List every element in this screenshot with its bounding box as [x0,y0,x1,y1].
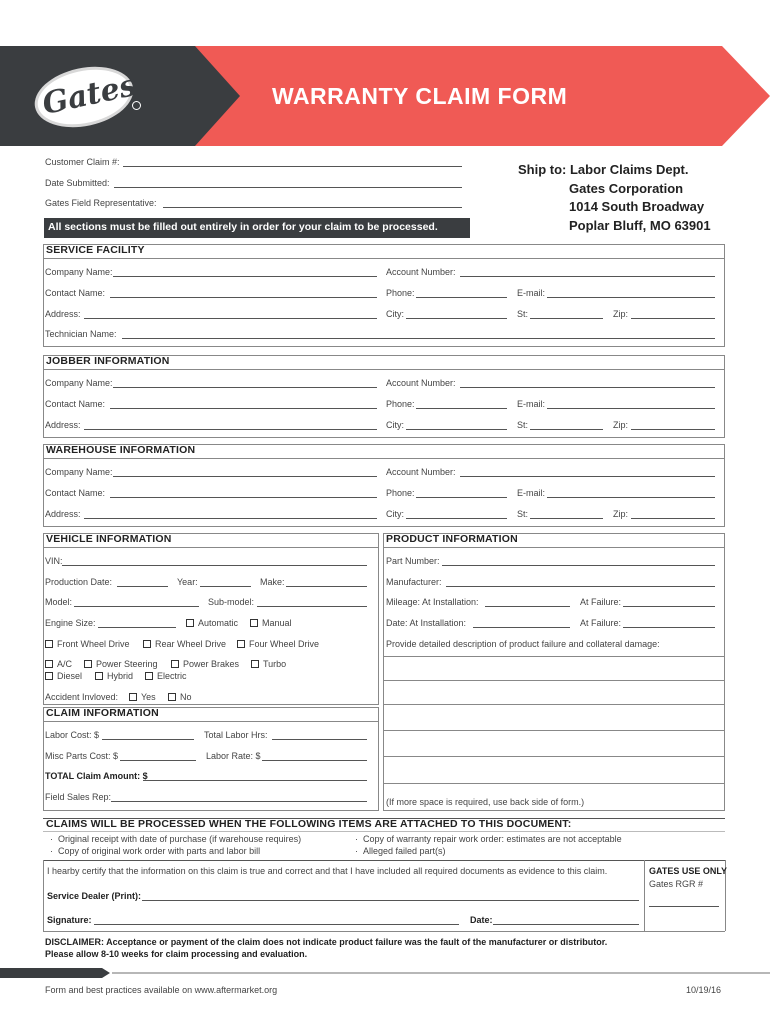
account-number-label: Account Number: [386,378,456,388]
service-st-field[interactable] [530,318,603,319]
year-field[interactable] [200,586,251,587]
date-submitted-label: Date Submitted: [45,178,110,188]
phone-label: Phone: [386,288,415,298]
jobber-contact-name-field[interactable] [110,408,377,409]
footer-divider [0,968,770,978]
ship-to-line2: Gates Corporation [569,180,684,196]
doc-item-4: · Alleged failed part(s) [355,846,446,856]
engine-size-field[interactable] [98,627,176,628]
field-rep-field[interactable] [163,207,462,208]
footer-website: Form and best practices available on www.aftermarket.org [45,985,278,995]
power-brakes-checkbox[interactable] [171,660,179,668]
product-title: PRODUCT INFORMATION [386,533,518,545]
service-address-field[interactable] [84,318,377,319]
accident-no-option[interactable]: No [168,692,192,702]
doc-item-1: · Original receipt with date of purchase (if warehouse requires) [50,834,302,844]
service-company-name-field[interactable] [113,276,377,277]
date-install-field[interactable] [473,627,570,628]
service-zip-field[interactable] [631,318,715,319]
service-city-field[interactable] [406,318,507,319]
email-label: E-mail: [517,488,546,498]
notice-banner: All sections must be filled out entirely in order for your claim to be processed. [44,218,470,238]
page-title: WARRANTY CLAIM FORM [272,83,568,109]
year-label: Year: [177,577,198,587]
mileage-failure-field[interactable] [623,606,715,607]
zip-label: Zip: [613,509,629,519]
production-date-label: Production Date: [45,577,113,587]
jobber-account-number-field[interactable] [460,387,715,388]
ac-checkbox[interactable] [45,660,53,668]
service-facility-title: SERVICE FACILITY [46,244,145,256]
warehouse-st-field[interactable] [530,518,603,519]
warehouse-zip-field[interactable] [631,518,715,519]
phone-label: Phone: [386,399,415,409]
jobber-zip-field[interactable] [631,429,715,430]
vin-label: VIN: [45,556,63,566]
description-field[interactable] [383,656,725,811]
account-number-label: Account Number: [386,467,456,477]
manual-option[interactable]: Manual [250,618,292,628]
labor-rate-field[interactable] [262,760,367,761]
make-field[interactable] [286,586,367,587]
total-labor-hrs-field[interactable] [272,739,367,740]
electric-option[interactable]: Electric [145,671,187,681]
ship-to-line1: Ship to: Labor Claims Dept. [518,162,689,177]
four-wheel-checkbox[interactable] [237,640,245,648]
hybrid-option[interactable]: Hybrid [95,671,133,681]
hybrid-checkbox[interactable] [95,672,103,680]
misc-parts-field[interactable] [120,760,196,761]
zip-label: Zip: [613,420,629,430]
field-rep-label: Gates Field Representative: [45,198,157,208]
address-label: Address: [45,420,81,430]
documents-title: CLAIMS WILL BE PROCESSED WHEN THE FOLLOWING ITEMS ARE ATTACHED TO THIS DOCUMENT: [46,818,572,830]
manual-checkbox[interactable] [250,619,258,627]
zip-label: Zip: [613,309,629,319]
customer-claim-field[interactable] [123,166,462,167]
warehouse-city-field[interactable] [406,518,507,519]
field-sales-label: Field Sales Rep: [45,792,112,802]
turbo-option[interactable]: Turbo [251,659,286,669]
st-label: St: [517,420,529,430]
rear-wheel-option[interactable]: Rear Wheel Drive [143,639,226,649]
warehouse-email-field[interactable] [547,497,715,498]
power-steering-option[interactable]: Power Steering [84,659,158,669]
diesel-option[interactable]: Diesel [45,671,82,681]
labor-cost-label: Labor Cost: $ [45,730,100,740]
vin-field[interactable] [62,565,367,566]
disclaimer-line-2: Please allow 8-10 weeks for claim processing and evaluation. [45,949,308,959]
ac-option[interactable]: A/C [45,659,72,669]
service-facility-section [43,244,725,347]
technician-name-label: Technician Name: [45,329,117,339]
date-failure-label: At Failure: [580,618,622,628]
st-label: St: [517,509,529,519]
ship-to-line4: Poplar Bluff, MO 63901 [569,217,711,233]
power-brakes-option[interactable]: Power Brakes [171,659,239,669]
technician-name-field[interactable] [122,338,715,339]
city-label: City: [386,420,404,430]
gates-use-only-label: GATES USE ONLY [649,866,728,876]
registered-mark [132,101,141,110]
turbo-checkbox[interactable] [251,660,259,668]
warehouse-title: WAREHOUSE INFORMATION [46,444,196,456]
company-name-label: Company Name: [45,267,113,277]
accident-yes-checkbox[interactable] [129,693,137,701]
service-account-number-field[interactable] [460,276,715,277]
total-labor-hrs-label: Total Labor Hrs: [204,730,268,740]
engine-size-label: Engine Size: [45,618,96,628]
jobber-title: JOBBER INFORMATION [46,355,170,367]
jobber-city-field[interactable] [406,429,507,430]
contact-name-label: Contact Name: [45,288,106,298]
date-field[interactable] [493,924,639,925]
gates-rgr-field[interactable] [649,906,719,907]
front-wheel-checkbox[interactable] [45,640,53,648]
email-label: E-mail: [517,288,546,298]
production-date-field[interactable] [117,586,168,587]
labor-cost-field[interactable] [102,739,194,740]
date-failure-field[interactable] [623,627,715,628]
accident-no-checkbox[interactable] [168,693,176,701]
more-space-note: (If more space is required, use back side of form.) [386,797,585,807]
mileage-install-label: Mileage: At Installation: [386,597,479,607]
company-name-label: Company Name: [45,378,113,388]
warehouse-company-name-field[interactable] [113,476,377,477]
certify-text: I hearby certify that the information on this claim is true and correct and that I have included all required documents as evidence to this claim. [47,866,608,876]
company-name-label: Company Name: [45,467,113,477]
phone-label: Phone: [386,488,415,498]
ship-to-line3: 1014 South Broadway [569,199,705,214]
field-sales-field[interactable] [111,801,367,802]
part-number-field[interactable] [442,565,715,566]
vehicle-title: VEHICLE INFORMATION [46,533,172,545]
misc-parts-label: Misc Parts Cost: $ [45,751,119,761]
jobber-address-field[interactable] [84,429,377,430]
date-install-label: Date: At Installation: [386,618,467,628]
city-label: City: [386,509,404,519]
jobber-company-name-field[interactable] [113,387,377,388]
part-number-label: Part Number: [386,556,440,566]
mileage-failure-label: At Failure: [580,597,622,607]
service-dealer-label: Service Dealer (Print): [47,891,142,901]
ship-to [518,161,711,235]
warehouse-contact-name-field[interactable] [110,497,377,498]
description-label: Provide detailed description of product failure and collateral damage: [386,639,660,649]
service-email-field[interactable] [547,297,715,298]
electric-checkbox[interactable] [145,672,153,680]
service-dealer-field[interactable] [142,900,639,901]
service-phone-field[interactable] [416,297,507,298]
contact-name-label: Contact Name: [45,488,106,498]
signature-label: Signature: [47,915,92,925]
four-wheel-option[interactable]: Four Wheel Drive [237,639,319,649]
submodel-field[interactable] [257,606,367,607]
manufacturer-field[interactable] [446,586,715,587]
submodel-label: Sub-model: [208,597,255,607]
account-number-label: Account Number: [386,267,456,277]
city-label: City: [386,309,404,319]
front-wheel-option[interactable]: Front Wheel Drive [45,639,130,649]
signature-field[interactable] [94,924,459,925]
accident-label: Accident Invloved: [45,692,119,702]
total-claim-label: TOTAL Claim Amount: $ [45,771,148,781]
jobber-st-field[interactable] [530,429,603,430]
manufacturer-label: Manufacturer: [386,577,442,587]
total-claim-field[interactable] [143,780,367,781]
address-label: Address: [45,509,81,519]
gates-logo-text: Gates [39,68,140,122]
mileage-install-field[interactable] [485,606,570,607]
warehouse-account-number-field[interactable] [460,476,715,477]
automatic-option[interactable]: Automatic [186,618,238,628]
date-label: Date: [470,915,493,925]
model-field[interactable] [74,606,199,607]
date-submitted-field[interactable] [114,187,462,188]
st-label: St: [517,309,529,319]
rear-wheel-checkbox[interactable] [143,640,151,648]
diesel-checkbox[interactable] [45,672,53,680]
contact-name-label: Contact Name: [45,399,106,409]
doc-item-3: · Copy of warranty repair work order: estimates are not acceptable [355,834,622,844]
warehouse-phone-field[interactable] [416,497,507,498]
service-contact-name-field[interactable] [110,297,377,298]
claim-title: CLAIM INFORMATION [46,707,159,719]
jobber-email-field[interactable] [547,408,715,409]
labor-rate-label: Labor Rate: $ [206,751,261,761]
disclaimer-line-1: DISCLAIMER: Acceptance or payment of the claim does not indicate product failure was the fault of the manufacturer or distributor. [45,937,608,947]
email-label: E-mail: [517,399,546,409]
power-steering-checkbox[interactable] [84,660,92,668]
address-label: Address: [45,309,81,319]
doc-item-2: · Copy of original work order with parts and labor bill [50,846,261,856]
make-label: Make: [260,577,285,587]
footer-date: 10/19/16 [686,985,722,995]
automatic-checkbox[interactable] [186,619,194,627]
accident-yes-option[interactable]: Yes [129,692,156,702]
warehouse-address-field[interactable] [84,518,377,519]
customer-claim-label: Customer Claim #: [45,157,120,167]
model-label: Model: [45,597,73,607]
gates-rgr-label: Gates RGR # [649,879,704,889]
jobber-phone-field[interactable] [416,408,507,409]
